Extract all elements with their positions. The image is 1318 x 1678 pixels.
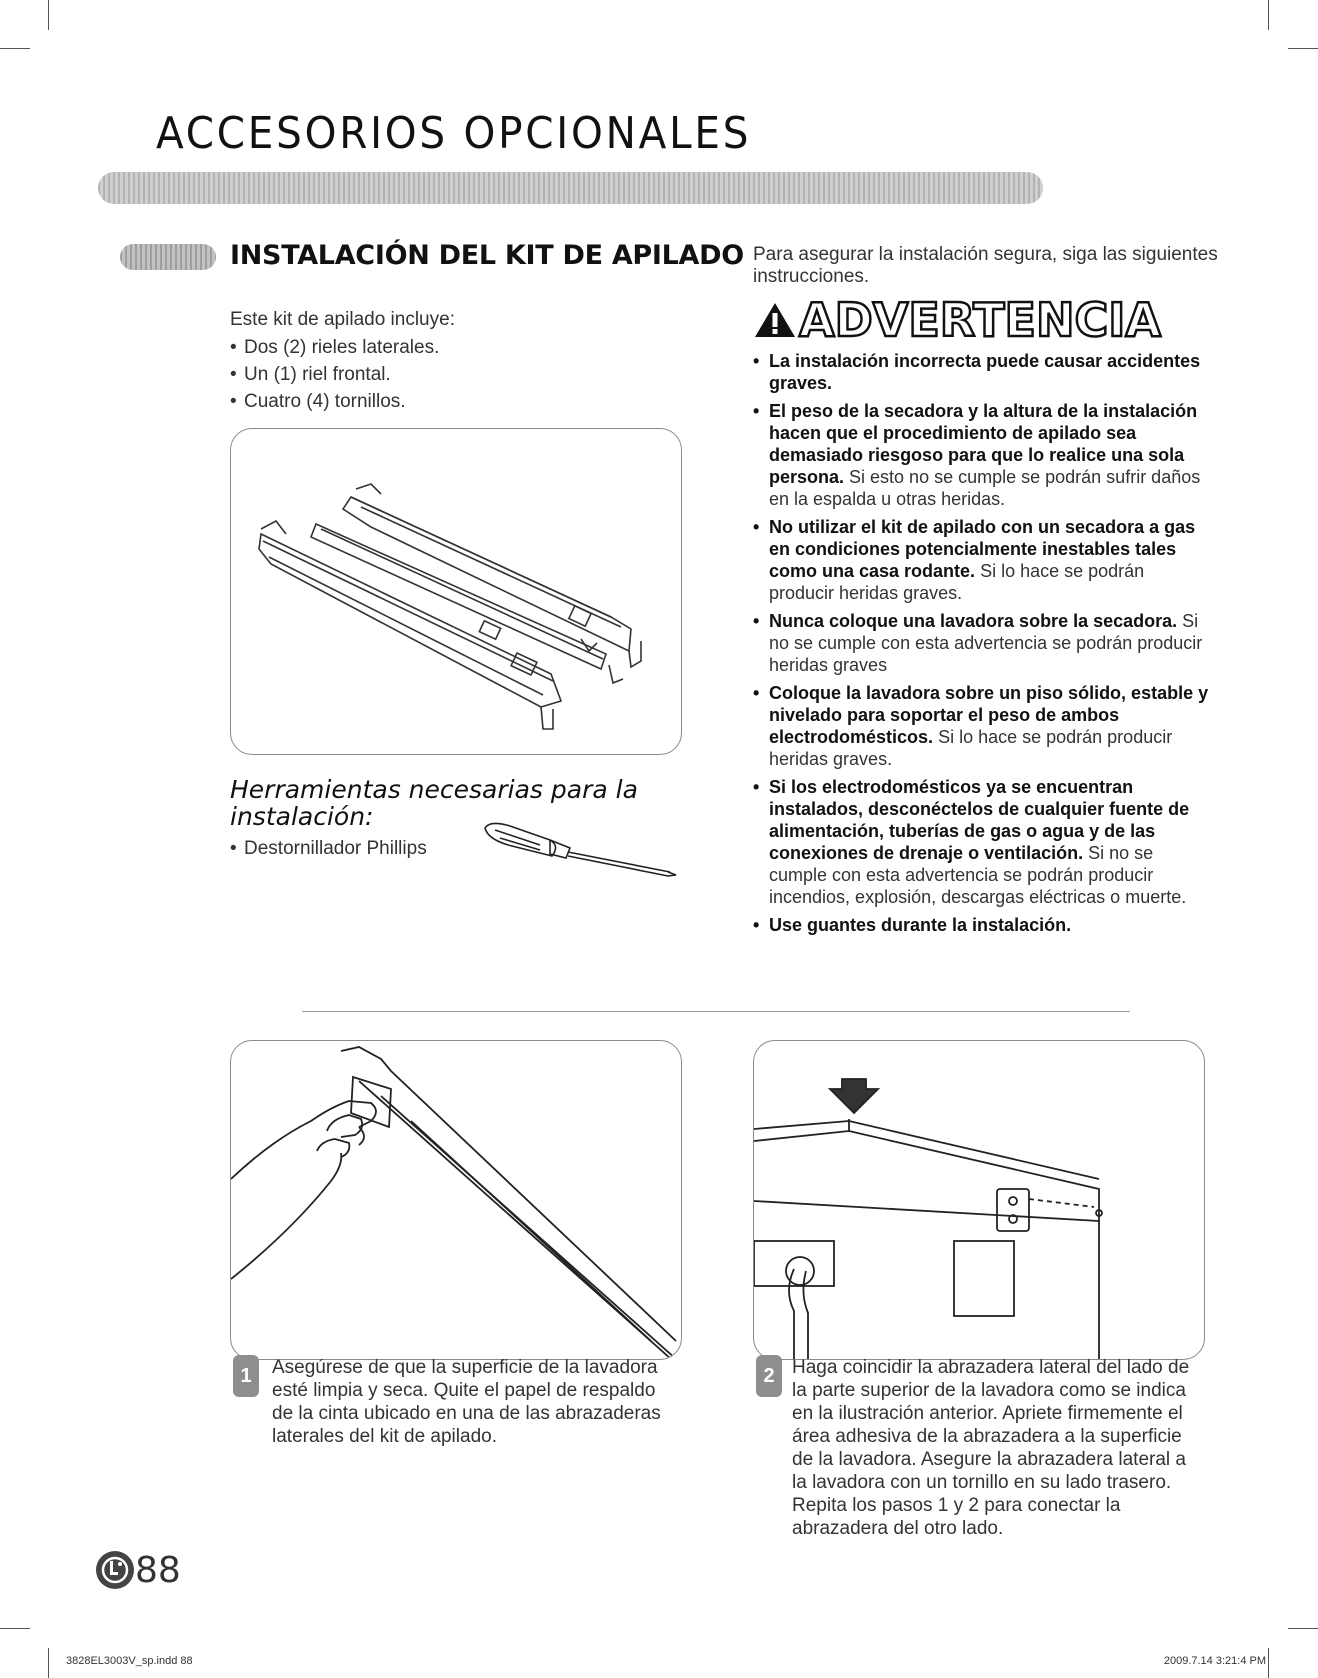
kit-contents — [230, 306, 660, 415]
section-title: INSTALACIÓN DEL KIT DE APILADO — [230, 240, 744, 271]
crop-mark — [48, 1648, 49, 1678]
warning-list — [753, 350, 1213, 942]
title-bar-decoration — [98, 172, 1043, 204]
crop-mark — [1288, 1628, 1318, 1629]
section-divider — [302, 1011, 1130, 1012]
list-item: • No utilizar el kit de apilado con un secadora a gas en condiciones potencialmente inestables tales como una casa rodante. Si lo hace se podrán producir heridas graves. — [753, 516, 1213, 604]
kit-list — [230, 334, 660, 415]
footer-timestamp: 2009.7.14 3:21:4 PM — [1163, 1655, 1266, 1667]
list-item: • Si los electrodomésticos ya se encuentran instalados, desconéctelos de cualquier fuente de alimentación, tuberías de gas o agua y de las conexiones de drenaje o ventilación. Si no se cumple con esta advertencia se podrán producir incendios, explosión, descargas eléctricas o muerte. — [753, 776, 1213, 908]
step-2-text: Haga coincidir la abrazadera lateral del lado de la parte superior de la lavadora como se indica en la ilustración anterior. Apriete firmemente el área adhesiva de la abrazadera a la superficie de la lavadora. Asegure la abrazadera lateral a la lavadora con un tornillo en su lado trasero. Repita los pasos 1 y 2 para conectar la abrazadera del otro lado. — [792, 1357, 1190, 1539]
page-number: 88 — [135, 1550, 181, 1591]
footer-file: 3828EL3003V_sp.indd 88 — [66, 1655, 193, 1667]
crop-mark — [48, 0, 49, 30]
lg-logo-icon — [96, 1551, 134, 1589]
step-number-badge: 1 — [233, 1355, 259, 1397]
step-2-drawing — [754, 1041, 1204, 1359]
crop-mark — [1268, 0, 1269, 30]
step-number-badge: 2 — [756, 1355, 782, 1397]
warning-heading-text: ADVERTENCIA — [799, 293, 1161, 347]
list-item: • Cuatro (4) tornillos. — [230, 388, 660, 415]
crop-mark — [1288, 48, 1318, 49]
page-title: ACCESORIOS OPCIONALES — [156, 108, 752, 159]
list-item: • Coloque la lavadora sobre un piso sólido, estable y nivelado para soportar el peso de ambos electrodomésticos. Si lo hace se podrán producir heridas graves. — [753, 682, 1213, 770]
tool-item: • Destornillador Phillips — [230, 838, 427, 860]
step-2-illustration — [753, 1040, 1205, 1360]
list-item: • Nunca coloque una lavadora sobre la secadora. Si no se cumple con esta advertencia se podrán producir heridas graves — [753, 610, 1213, 676]
kit-intro: Este kit de apilado incluye: — [230, 309, 455, 330]
list-item: • La instalación incorrecta puede causar accidentes graves. — [753, 350, 1213, 394]
warning-heading — [753, 293, 1161, 347]
step-1-illustration — [230, 1040, 682, 1360]
screwdriver-icon — [480, 818, 680, 888]
warning-triangle-icon — [753, 300, 797, 340]
tools-title: Herramientas necesarias para la instalación: — [230, 775, 638, 831]
crop-mark — [1268, 1648, 1269, 1678]
list-item: • El peso de la secadora y la altura de la instalación hacen que el procedimiento de apilado sea demasiado riesgoso para que lo realice una sola persona. Si esto no se cumple se podrán sufrir daños en la espalda u otras heridas. — [753, 400, 1213, 510]
step-1-drawing — [231, 1041, 681, 1359]
rails-drawing — [231, 429, 681, 754]
instructions-intro: Para asegurar la instalación segura, siga las siguientes instrucciones. — [753, 244, 1218, 287]
crop-mark — [0, 48, 30, 49]
list-item: • Use guantes durante la instalación. — [753, 914, 1213, 936]
list-item: • Un (1) riel frontal. — [230, 361, 660, 388]
crop-mark — [0, 1628, 30, 1629]
list-item: • Dos (2) rieles laterales. — [230, 334, 660, 361]
step-1-text: Asegúrese de que la superficie de la lavadora esté limpia y seca. Quite el papel de respaldo de la cinta ubicado en una de las abrazaderas laterales del kit de apilado. — [272, 1357, 661, 1447]
kit-rails-illustration — [230, 428, 682, 755]
section-pill-decoration — [120, 244, 216, 270]
